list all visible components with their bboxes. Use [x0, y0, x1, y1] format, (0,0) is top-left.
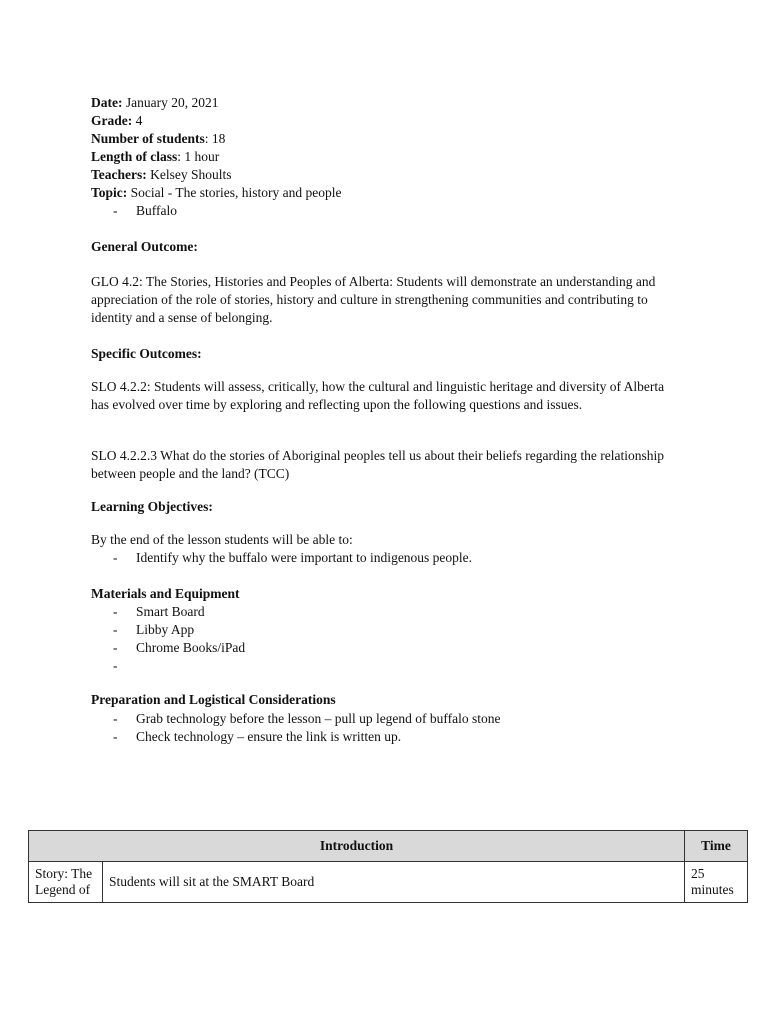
- topic-label: Topic:: [91, 185, 128, 200]
- teachers-line: [91, 166, 232, 184]
- students-line: [91, 130, 225, 148]
- date-line: [91, 94, 218, 112]
- preparation-heading: Preparation and Logistical Considerations: [91, 692, 336, 707]
- length-label: Length of class: [91, 149, 178, 164]
- table-row: [29, 862, 748, 903]
- table-header-row: [29, 831, 748, 862]
- length-value: : 1 hour: [177, 149, 220, 164]
- students-value: : 18: [204, 131, 226, 146]
- introduction-header: Introduction: [29, 831, 685, 862]
- grade-label: Grade:: [91, 113, 133, 128]
- learning-objectives-intro: By the end of the lesson students will be able to:: [91, 532, 353, 547]
- activity-cell: Story: The Legend of: [29, 862, 103, 903]
- slo-4-2-2-3-text: SLO 4.2.2.3 What do the stories of Aboriginal peoples tell us about their beliefs regarding the relationship between people and the land? (TCC): [91, 448, 665, 481]
- grade-value: 4: [132, 113, 143, 128]
- topic-value: Social - The stories, history and people: [127, 185, 342, 200]
- learning-objectives-heading: Learning Objectives:: [91, 499, 213, 514]
- time-header: Time: [685, 831, 748, 862]
- specific-outcomes-heading: Specific Outcomes:: [91, 346, 202, 361]
- teachers-value: Kelsey Shoults: [146, 167, 232, 182]
- general-outcome-heading: General Outcome:: [91, 239, 198, 254]
- slo-4-2-2-text: SLO 4.2.2: Students will assess, critically, how the cultural and linguistic heritage and diversity of Alberta has evolved over time by exploring and reflecting upon the following questions and issues.: [91, 379, 665, 412]
- general-outcome-text: GLO 4.2: The Stories, Histories and Peoples of Alberta: Students will demonstrate an understanding and appreciation of the role of stories, history and culture in strengthening communities and contributing to identity and a sense of belonging.: [91, 274, 656, 325]
- students-label: Number of students: [91, 131, 205, 146]
- materials-heading: Materials and Equipment: [91, 586, 240, 601]
- description-cell: Students will sit at the SMART Board: [103, 862, 685, 903]
- date-value: January 20, 2021: [122, 95, 219, 110]
- time-cell: 25 minutes: [685, 862, 748, 903]
- lesson-table: [28, 830, 748, 903]
- grade-line: [91, 112, 142, 130]
- teachers-label: Teachers:: [91, 167, 147, 182]
- topic-line: [91, 184, 341, 202]
- date-label: Date:: [91, 95, 123, 110]
- lesson-plan-page: Date: January 20, 2021 Grade: 4 Number of students: 18 Length of class: 1 hour Teachers: Kelsey Shoults Topic: Social - The stories, history and people - Buffalo General Outcome: GLO 4.2: The Stories, Histories and Peoples of Alberta: Students will demonstrate an understanding and appreciation of the role of stories, history and culture in strengthening communities and contributing to identity and a sense of belonging. Specific Outcomes: SLO 4.2.2: Students will assess, critically, how the cultural and linguistic heritage and diversity of Alberta has evolved over time by exploring and reflecting upon the following questions and issues. SLO 4.2.2.3 What do the stories of Aboriginal peoples tell us about their beliefs regarding the relationship between people and the land? (TCC) Learning Objectives: By the end of the lesson students will be able to: - Identify why the buffalo were important to indigenous people. Materials and Equipment - Smart Board - Libby App - Chrome Books/iPad - Preparation and Logistical Considerations - Grab technology before the lesson – pull up legend of buffalo stone - Check technology – ensure the link is written up. Introduction Time Story: The Legend of Students will sit at the SMART Board 25 minutes: [0, 0, 768, 1024]
- length-line: [91, 148, 219, 166]
